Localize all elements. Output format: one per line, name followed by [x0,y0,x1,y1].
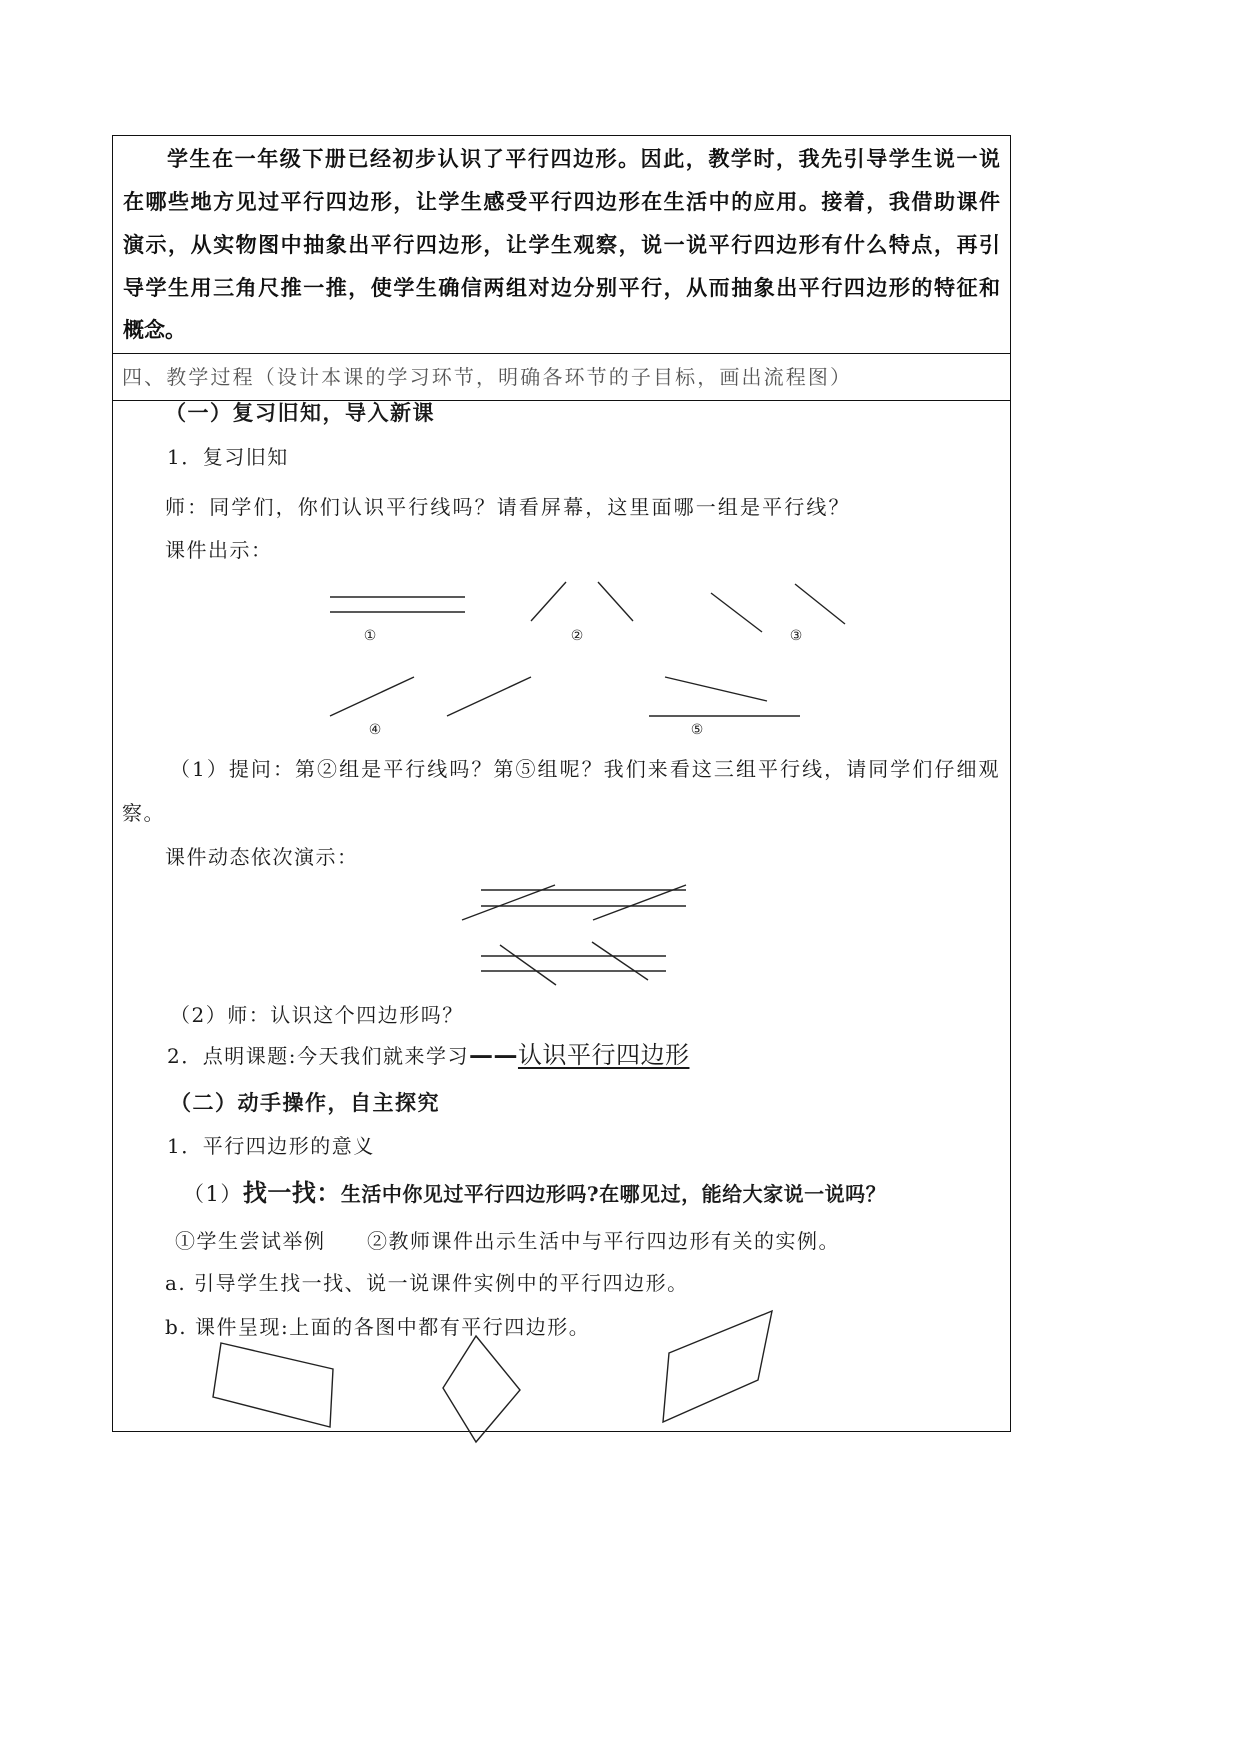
intro-line: 学生在一年级下册已经初步认识了平行四边形。因此，教学时，我先引导学生说一说 [167,146,1000,171]
teacher-question: 师：同学们，你们认识平行线吗？请看屏幕，这里面哪一组是平行线？ [165,495,850,519]
lesson-topic-title: 认识平行四边形 [517,1041,690,1069]
row-divider-intro [113,353,1010,354]
figure-label-3: ③ [789,628,803,644]
intro-line: 演示，从实物图中抽象出平行四边形，让学生观察，说一说平行四边形有什么特点，再引 [123,232,1000,257]
lesson-topic-line [167,1040,689,1070]
item-a: a. 引导学生找一找、说一说课件实例中的平行四边形。 [165,1271,689,1295]
figure-label-1: ① [363,628,377,644]
lesson-topic-dash: —— [468,1040,518,1069]
example-item-1: ①学生尝试举例 [175,1229,326,1253]
part2-step1-title: 1．平行四边形的意义 [167,1134,375,1158]
find-prompt [183,1178,886,1208]
figure-label-4: ④ [368,722,382,738]
find-prompt-keyword: 找一找： [242,1178,341,1207]
courseware-show-label: 课件出示： [165,538,273,562]
figure-label-2: ② [570,628,584,644]
intro-line: 在哪些地方见过平行四边形，让学生感受平行四边形在生活中的应用。接着，我借助课件 [123,189,1000,214]
courseware-dynamic-label: 课件动态依次演示： [165,845,359,869]
question2: （2）师：认识这个四边形吗？ [170,1003,464,1027]
item-b: b. 课件呈现:上面的各图中都有平行四边形。 [165,1315,591,1339]
intro-line: 导学生用三角尺推一推，使学生确信两组对边分别平行，从而抽象出平行四边形的特征和 [123,275,1000,300]
part2-heading: （二）动手操作，自主探究 [170,1090,440,1115]
find-prompt-question: 生活中你见过平行四边形吗?在哪见过，能给大家说一说吗？ [340,1182,887,1206]
figure-label-5: ⑤ [690,722,704,738]
intro-line: 概念。 [123,317,186,342]
question1-line: （1）提问：第②组是平行线吗？第⑤组呢？我们来看这三组平行线，请同学们仔细观 [170,757,1000,781]
part1-heading: （一）复习旧知，导入新课 [165,400,435,425]
part1-step1-title: 1．复习旧知 [167,445,289,469]
lesson-topic-prefix: 2．点明课题:今天我们就来学习 [167,1044,469,1068]
example-item-2: ②教师课件出示生活中与平行四边形有关的实例。 [367,1229,840,1253]
find-prompt-label: （1） [183,1182,243,1206]
question1-line: 察。 [122,801,165,825]
section-four-heading: 四、教学过程（设计本课的学习环节，明确各环节的子目标，画出流程图） [122,365,850,389]
